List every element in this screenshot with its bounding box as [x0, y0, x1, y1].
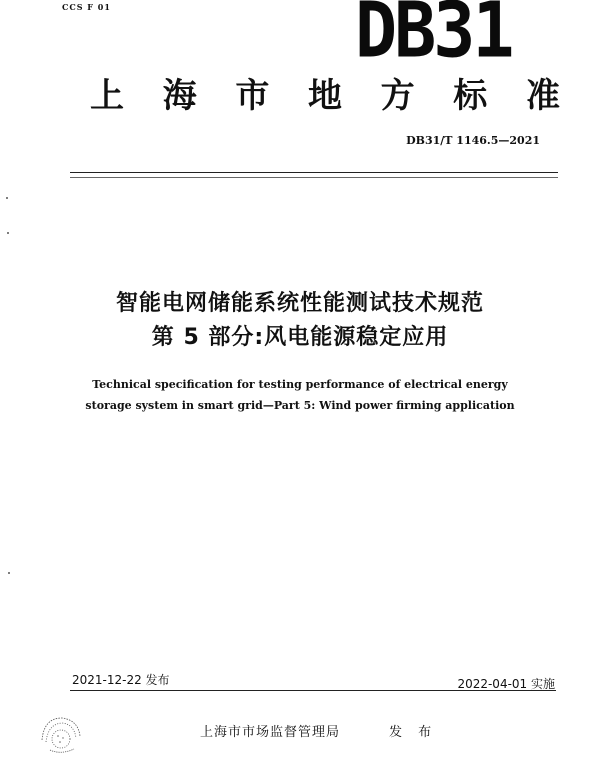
standard-type-char: 标	[453, 76, 488, 116]
title-english-line-2: storage system in smart grid—Part 5: Wind power firming application	[85, 399, 515, 412]
title-chinese-line-1: 智能电网储能系统性能测试技术规范	[115, 291, 484, 316]
header-divider-secondary	[70, 177, 558, 178]
standard-type-char: 准	[525, 76, 560, 116]
scan-speck	[7, 232, 9, 234]
standard-type-char: 方	[380, 76, 415, 116]
scan-speck	[6, 197, 8, 199]
standard-number: DB31/T 1146.5—2021	[406, 134, 540, 147]
standard-type-char: 地	[307, 76, 342, 116]
standard-type-title	[90, 76, 560, 116]
title-chinese-line-2: 第 5 部分:风电能源稳定应用	[151, 325, 449, 350]
ccs-code: CCS F 01	[62, 2, 111, 12]
publish-label: 发 布	[389, 725, 438, 740]
standard-type-char: 上	[90, 76, 124, 116]
db31-logo: DB31	[355, 0, 512, 76]
footer-divider	[70, 690, 556, 691]
standard-type-char: 海	[162, 76, 197, 116]
title-english-line-1: Technical specification for testing performance of electrical energy	[92, 378, 508, 391]
publisher-name: 上海市市场监督管理局	[200, 725, 341, 740]
header-divider	[70, 172, 558, 173]
standard-type-char: 市	[235, 76, 270, 116]
implementation-date: 2022-04-01 实施	[457, 677, 555, 691]
scan-speck	[8, 572, 10, 574]
issue-date: 2021-12-22 发布	[72, 673, 170, 687]
official-seal-icon	[36, 712, 84, 756]
